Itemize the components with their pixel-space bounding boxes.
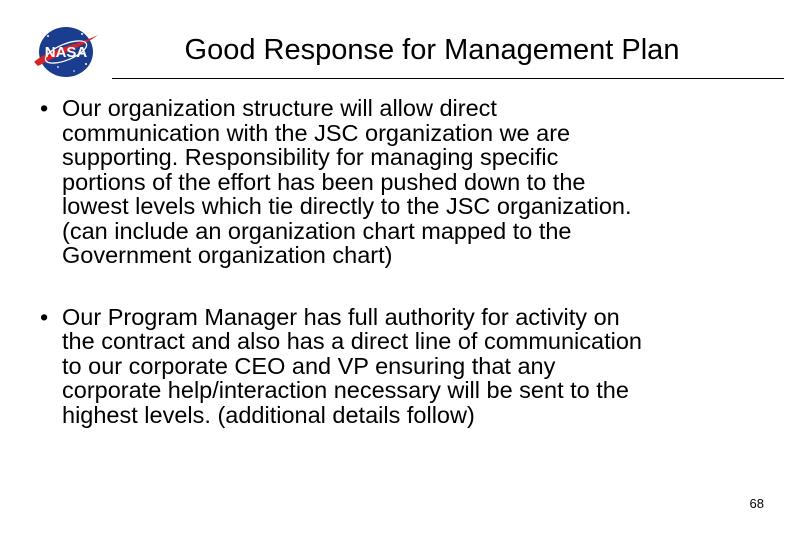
bullet-text: Our organization structure will allow direct communication with the JSC organization we are supporting. Responsibility for managing specific portions of the effort has been pushed down to the lowest levels which tie directly to the JSC organization. (can include an organization chart mapped to the Government organization chart) — [62, 95, 632, 268]
slide-title: Good Response for Management Plan — [184, 34, 680, 66]
nasa-logo-text: NASA — [44, 44, 88, 61]
bullet-list — [40, 96, 780, 427]
title-divider — [112, 78, 784, 79]
bullet-item — [40, 96, 780, 268]
nasa-logo — [28, 22, 104, 82]
bullet-text: Our Program Manager has full authority for activity on the contract and also has a direct line of communication to our corporate CEO and VP ensuring that any corporate help/interaction necessary will be sent to the highest levels. (additional details follow) — [62, 303, 642, 428]
bullet-mark: • — [40, 95, 49, 121]
bullet-mark: • — [40, 303, 49, 330]
page-number: 68 — [749, 496, 764, 511]
bullet-item — [40, 305, 780, 428]
